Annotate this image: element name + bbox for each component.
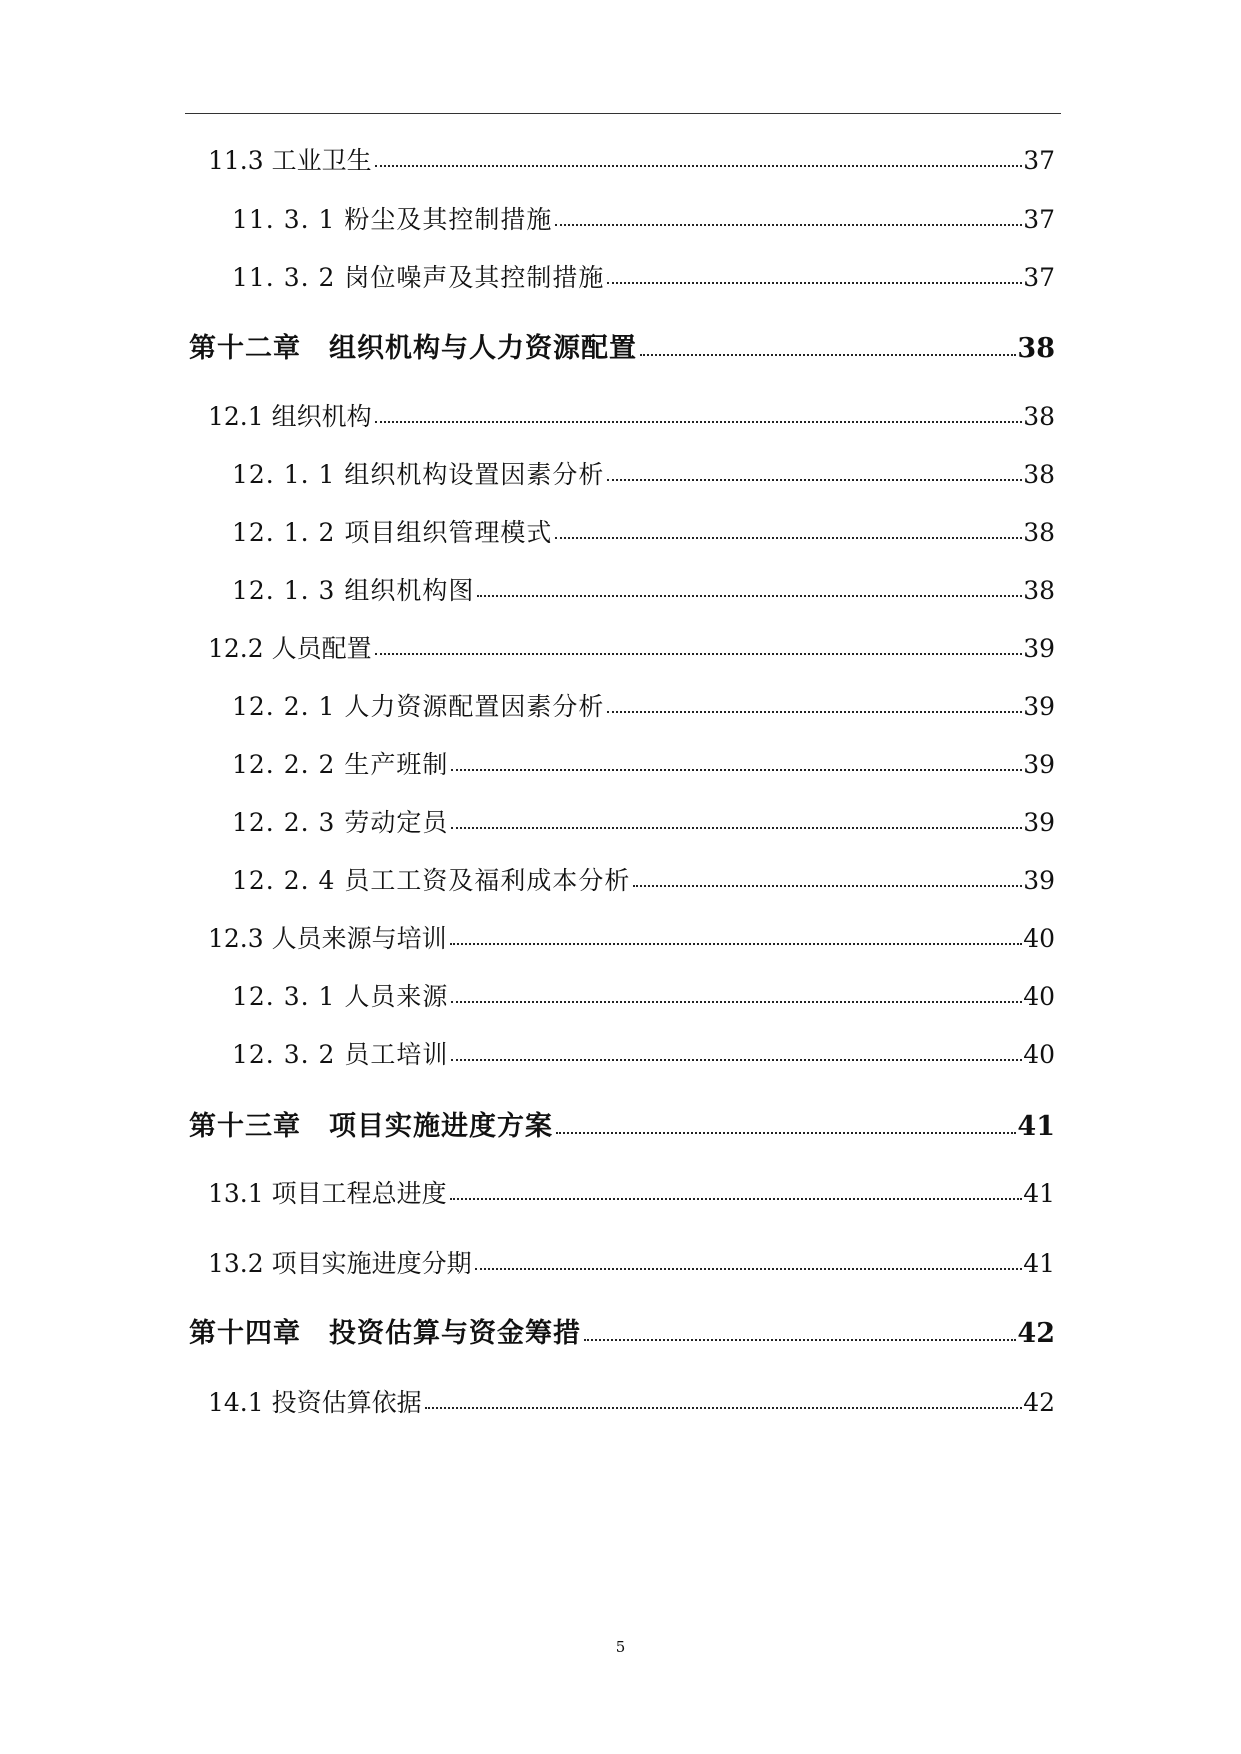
toc-entry-title: 12. 2. 2 生产班制 <box>232 750 449 779</box>
toc-entry-title: 12. 1. 2 项目组织管理模式 <box>232 518 553 547</box>
toc-leader-dots <box>425 1407 1023 1409</box>
toc-entry-page: 38 <box>1023 576 1055 605</box>
toc-leader-dots <box>451 827 1022 829</box>
toc-leader-dots <box>607 479 1022 481</box>
toc-entry[interactable] <box>232 868 1055 893</box>
toc-leader-dots <box>584 1339 1016 1341</box>
toc-leader-dots <box>451 769 1022 771</box>
toc-leader-dots <box>555 537 1022 539</box>
toc-entry[interactable] <box>208 404 1055 429</box>
toc-entry[interactable] <box>208 1181 1055 1206</box>
toc-entry-page: 38 <box>1017 333 1055 364</box>
toc-entry-page: 39 <box>1023 866 1055 895</box>
toc-leader-dots <box>475 1268 1023 1270</box>
toc-leader-dots <box>556 1132 1016 1134</box>
toc-entry-title: 13.2 项目实施进度分期 <box>208 1249 472 1278</box>
toc-entry[interactable] <box>208 926 1055 951</box>
toc-entry-title: 第十四章 投资估算与资金筹措 <box>189 1318 581 1349</box>
toc-leader-dots <box>607 282 1022 284</box>
toc-chapter-entry[interactable] <box>189 335 1055 362</box>
toc-entry-page: 40 <box>1023 1040 1055 1069</box>
toc-entry-page: 39 <box>1023 692 1055 721</box>
toc-entry-title: 14.1 投资估算依据 <box>208 1388 422 1417</box>
toc-entry[interactable] <box>232 752 1055 777</box>
toc-entry[interactable] <box>232 1042 1055 1067</box>
toc-entry[interactable] <box>232 810 1055 835</box>
toc-entry-page: 41 <box>1023 1179 1055 1208</box>
toc-chapter-entry[interactable] <box>189 1113 1055 1140</box>
toc-entry[interactable] <box>208 1390 1055 1415</box>
toc-entry[interactable] <box>232 520 1055 545</box>
toc-chapter-entry[interactable] <box>189 1320 1055 1347</box>
header-rule <box>185 113 1061 114</box>
toc-entry-page: 38 <box>1023 460 1055 489</box>
toc-entry-page: 39 <box>1023 750 1055 779</box>
toc-entry-page: 37 <box>1023 146 1055 175</box>
toc-leader-dots <box>640 354 1016 356</box>
toc-leader-dots <box>375 165 1023 167</box>
toc-entry-title: 12.2 人员配置 <box>208 634 372 663</box>
toc-entry[interactable] <box>232 207 1055 232</box>
toc-leader-dots <box>450 1198 1023 1200</box>
toc-entry-title: 11.3 工业卫生 <box>208 146 372 175</box>
toc-leader-dots <box>477 595 1022 597</box>
toc-entry[interactable] <box>232 578 1055 603</box>
toc-entry-page: 42 <box>1017 1318 1055 1349</box>
toc-entry-title: 12. 2. 3 劳动定员 <box>232 808 449 837</box>
toc-entry-page: 39 <box>1023 808 1055 837</box>
toc-leader-dots <box>607 711 1022 713</box>
toc-entry[interactable] <box>232 694 1055 719</box>
toc-entry-title: 12.1 组织机构 <box>208 402 372 431</box>
toc-entry-page: 39 <box>1023 634 1055 663</box>
toc-leader-dots <box>375 421 1023 423</box>
toc-entry-page: 38 <box>1023 518 1055 547</box>
toc-entry-title: 12. 2. 1 人力资源配置因素分析 <box>232 692 605 721</box>
toc-entry-title: 12. 1. 1 组织机构设置因素分析 <box>232 460 605 489</box>
page-number: 5 <box>615 1638 626 1656</box>
toc-leader-dots <box>451 1001 1022 1003</box>
toc-entry[interactable] <box>208 148 1055 173</box>
toc-entry-title: 第十二章 组织机构与人力资源配置 <box>189 333 637 364</box>
toc-entry[interactable] <box>208 1251 1055 1276</box>
toc-leader-dots <box>450 943 1023 945</box>
toc-entry-title: 12.3 人员来源与培训 <box>208 924 447 953</box>
toc-entry-title: 第十三章 项目实施进度方案 <box>189 1111 553 1142</box>
toc-entry-page: 38 <box>1023 402 1055 431</box>
toc-entry-title: 12. 3. 1 人员来源 <box>232 982 449 1011</box>
toc-entry[interactable] <box>232 265 1055 290</box>
toc-entry-page: 40 <box>1023 982 1055 1011</box>
toc-entry-title: 11. 3. 1 粉尘及其控制措施 <box>232 205 553 234</box>
toc-entry-page: 40 <box>1023 924 1055 953</box>
toc-entry-page: 41 <box>1023 1249 1055 1278</box>
toc-entry-page: 41 <box>1017 1111 1055 1142</box>
toc-entry[interactable] <box>208 636 1055 661</box>
toc-entry-title: 11. 3. 2 岗位噪声及其控制措施 <box>232 263 605 292</box>
toc-entry-page: 42 <box>1023 1388 1055 1417</box>
toc-entry-title: 12. 1. 3 组织机构图 <box>232 576 475 605</box>
toc-entry[interactable] <box>232 462 1055 487</box>
toc-entry[interactable] <box>232 984 1055 1009</box>
toc-leader-dots <box>451 1059 1022 1061</box>
toc-entry-page: 37 <box>1023 263 1055 292</box>
toc-leader-dots <box>633 885 1022 887</box>
toc-entry-page: 37 <box>1023 205 1055 234</box>
toc-leader-dots <box>555 224 1022 226</box>
toc-entry-title: 12. 2. 4 员工工资及福利成本分析 <box>232 866 631 895</box>
toc-entry-title: 13.1 项目工程总进度 <box>208 1179 447 1208</box>
toc-entry-title: 12. 3. 2 员工培训 <box>232 1040 449 1069</box>
toc-leader-dots <box>375 653 1023 655</box>
